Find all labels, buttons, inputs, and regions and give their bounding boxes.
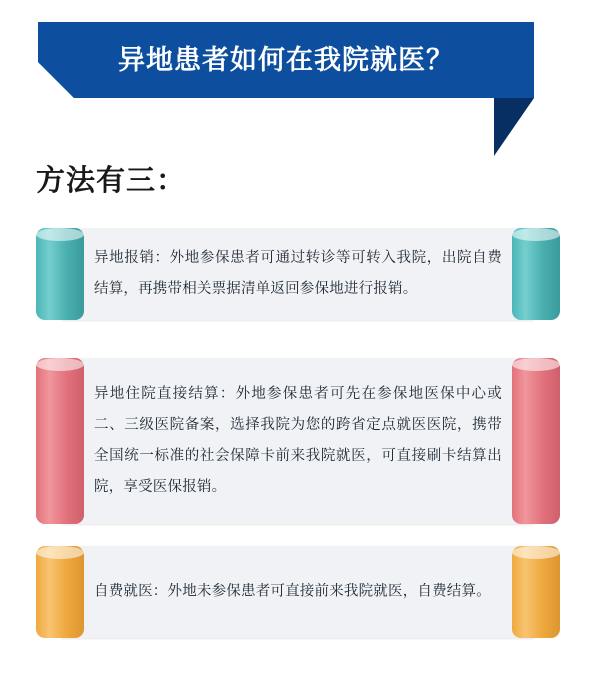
roller-cap <box>512 228 560 241</box>
banner <box>38 22 570 142</box>
scroll-roller-right <box>512 546 560 638</box>
roller-cap <box>512 546 560 559</box>
page-subtitle: 方法有三： <box>36 165 187 197</box>
scroll-roller-left <box>36 546 84 638</box>
roller-cap <box>36 546 84 559</box>
method-item-direct-settlement <box>36 358 560 524</box>
banner-title: 异地患者如何在我院就医？ <box>118 44 454 75</box>
method-item-self-pay <box>36 546 560 638</box>
method-text: 异地报销：外地参保患者可通过转诊等可转入我院，出院自费结算，再携带相关票据清单返回参保地进行报销。 <box>94 250 502 297</box>
roller-cap <box>36 228 84 241</box>
scroll-roller-right <box>512 358 560 524</box>
scroll-roller-right <box>512 228 560 320</box>
banner-right-fold <box>494 98 534 156</box>
roller-cap <box>36 358 84 371</box>
scroll-roller-left <box>36 358 84 524</box>
method-text: 异地住院直接结算：外地参保患者可先在参保地医保中心或二、三级医院备案，选择我院为您的跨省定点就医医院，携带全国统一标准的社会保障卡前来我院就医，可直接刷卡结算出院，享受医保报销。 <box>94 386 502 495</box>
roller-cap <box>512 358 560 371</box>
method-item-reimbursement <box>36 228 560 320</box>
method-text: 自费就医：外地未参保患者可直接前来我院就医，自费结算。 <box>94 583 491 600</box>
scroll-roller-left <box>36 228 84 320</box>
